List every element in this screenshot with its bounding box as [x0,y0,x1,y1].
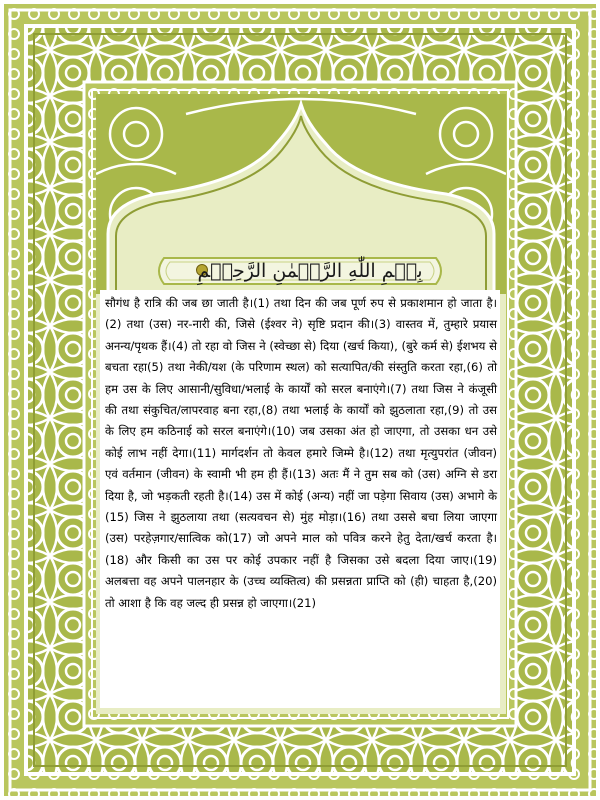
translation-text-box [100,290,500,708]
bismillah-calligraphy: بِسۡمِ اللّٰهِ الرَّحۡمٰنِ الرَّحِيۡمِ [197,260,423,282]
verse-translation-text: सौगंध है रात्रि की जब छा जाती है।(1) तथा दिन की जब पूर्ण रुप से प्रकाशमान हो जाता है।(2) तथा (उस) नर-नारी की, जिसे (ईश्वर ने) सृष्टि प्रदान की।(3) वास्तव में, तुम्हारे प्रयास अनन्य/पृथक हैं।(4) तो रहा वो जिस ने (स्वेच्छा से) दिया (खर्च किया), (बुरे कर्म से) ईशभय से बचता रहा(5) तथा नेकी/यश (के परिणाम स्थल) को सत्यापित/की संस्तुति करता रहा,(6) तो हम उस के लिए आसानी/सुविधा/भलाई के कार्यों को सरल बनाएंगे।(7) तथा जिस ने कंजूसी की तथा संकुचित/लापरवाह बना रहा,(8) तथा भलाई के कार्यों को झुठलाता रहा,(9) तो उस के लिए हम कठिनाई को सरल बनाएंगे।(10) जब उसका अंत हो जाएगा, तो उसका धन उसे कोई लाभ नहीं देगा।(11) मार्गदर्शन तो केवल हमारे जिम्मे है।(12) तथा मृत्युपरांत (जीवन) एवं वर्तमान (जीवन) के स्वामी भी हम ही हैं।(13) अतः मैं ने तुम सब को (उस) अग्नि से डरा दिया है, जो भड़कती रहती है।(14) उस में कोई (अन्य) नहीं जा पड़ेगा सिवाय (उस) अभागे के (15) जिस ने झुठलाया तथा (सत्यवचन से) मुंह मोड़ा।(16) तथा उससे बचा लिया जाएगा (उस) परहेज़गार/सात्विक को(17) जो अपने माल को पवित्र करने हेतु देता/खर्च करता है।(18) और किसी का उस पर कोई उपकार नहीं है जिसका उसे बदला दिया जाए।(19) अलबत्ता वह अपने पालनहार के (उच्च व्यक्तित्व) की प्रसन्नता प्राप्ति को (ही) चाहता है,(20) तो आशा है कि वह जल्द ही प्रसन्न हो जाएगा।(21) [105,296,497,610]
